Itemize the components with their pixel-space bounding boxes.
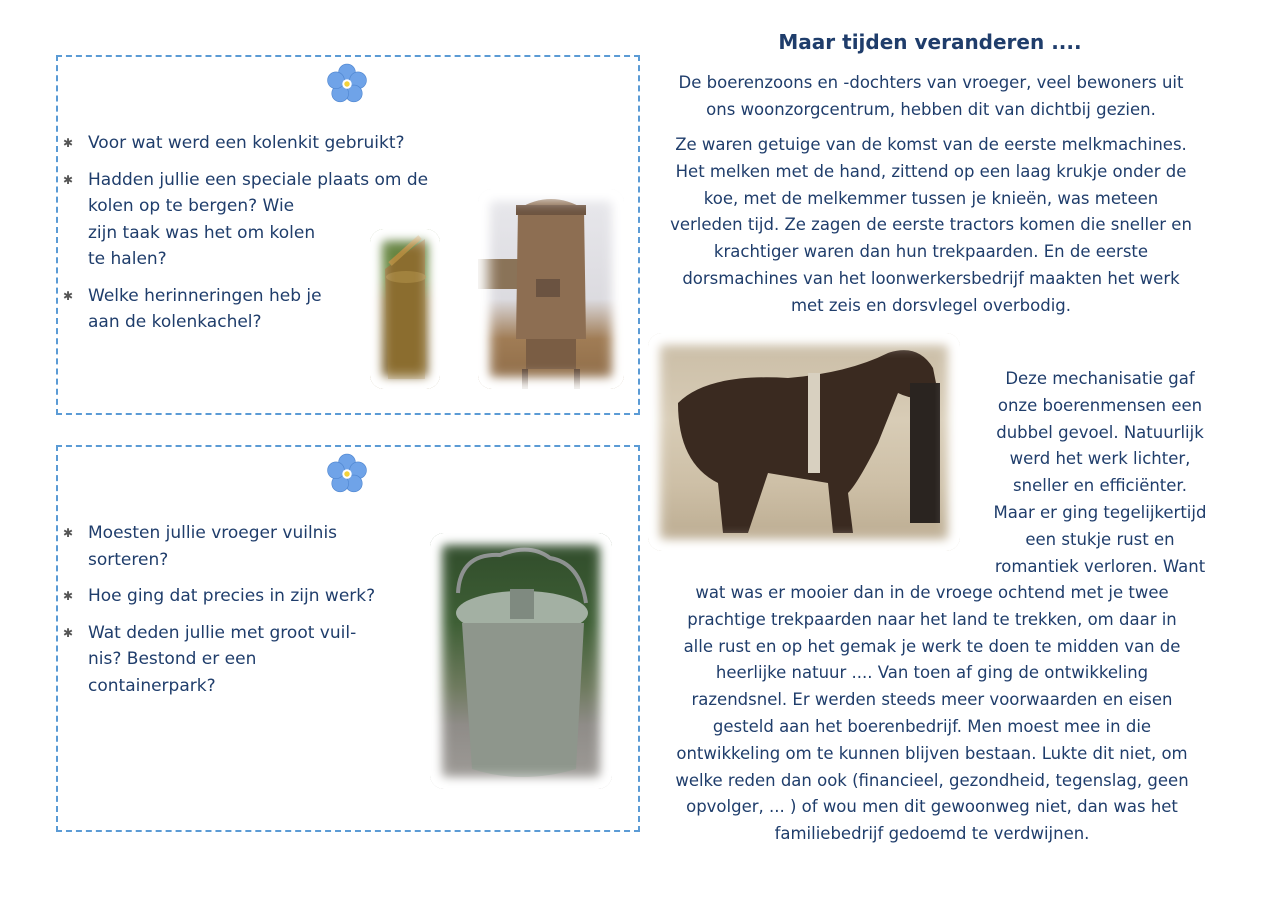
article-paragraph-3-full: wat was er mooier dan in de vroege ochtend met je twee prachtige trekpaarden naar het land te trekken, om daar in alle rust en op het gemak je werk te doen te midden van de heerlijke natuur .... Van toen af ging de ontwikkeling razendsnel. Er werden steeds meer voorwaarden en eisen gesteld aan het boerenbedrijf. Men moest mee in die ontwikkeling om te kunnen blijven bestaan. Lukte dit niet, om welke reden dan ook (financieel, gezondheid, tegenslag, geen opvolger, ... ) of wou men dit gewoonweg niet, dan was het familiebedrijf gedoemd te verdwijnen. [675,583,1189,844]
asterisk-bullet-icon: ✱ [63,589,74,603]
article-paragraph-2: Ze waren getuige van de komst van de eerste melkmachines. Het melken met de hand, zittend op een laag krukje onder de koe, met de melkemmer tussen je knieën, was meteen verleden tijd. Ze zagen de eerste tractors komen die sneller en krachtiger waren dan hun trekpaarden. En de eerste dorsmachines van het loonwerkersbedrijf maakten het werk met zeis en dorsvlegel overbodig. [670,135,1192,315]
forget-me-not-flower-icon [326,63,368,105]
article-paragraph-1: De boerenzoons en -dochters van vroeger, veel bewoners uit ons woonzorgcentrum, hebben dit van dichtbij gezien. [678,73,1184,119]
article-paragraph-3-side: Deze mechanisatie gaf onze boerenmensen een dubbel gevoel. Natuurlijk werd het werk lichter, sneller en efficiënter. Maar er ging tegelijkertijd een stukje rust en romantiek verloren. Want [993,369,1207,576]
asterisk-bullet-icon: ✱ [63,136,74,150]
coal-scuttle-photo [370,229,440,389]
question-item: ✱ Hoe ging dat precies in zijn werk? [58,583,375,610]
article-title: Maar tijden veranderen .... [778,30,1082,54]
asterisk-bullet-icon: ✱ [63,172,74,187]
question-box-coal [56,55,640,415]
asterisk-bullet-icon: ✱ [63,625,74,640]
question-item: ✱ Hadden jullie een speciale plaats om de kolen op te bergen? Wie zijn taak was het om kolen te halen? [58,167,428,273]
question-item: ✱ Wat deden jullie met groot vuil- nis? Bestond er een containerpark? [58,620,375,700]
question-item: ✱ Moesten jullie vroeger vuilnis sorteren? [58,520,375,573]
forget-me-not-flower-icon [326,453,368,495]
asterisk-bullet-icon: ✱ [63,526,74,540]
draft-horse-sepia-photo [648,333,960,551]
question-item: ✱ Welke herinneringen heb je aan de kolenkachel? [58,283,428,336]
coal-stove-photo [478,189,624,389]
asterisk-bullet-icon: ✱ [63,288,74,303]
question-box-waste [56,445,640,832]
question-item: ✱ Voor wat werd een kolenkit gebruikt? [58,130,428,157]
metal-trash-bin-photo [430,533,612,789]
question-list [58,520,375,709]
